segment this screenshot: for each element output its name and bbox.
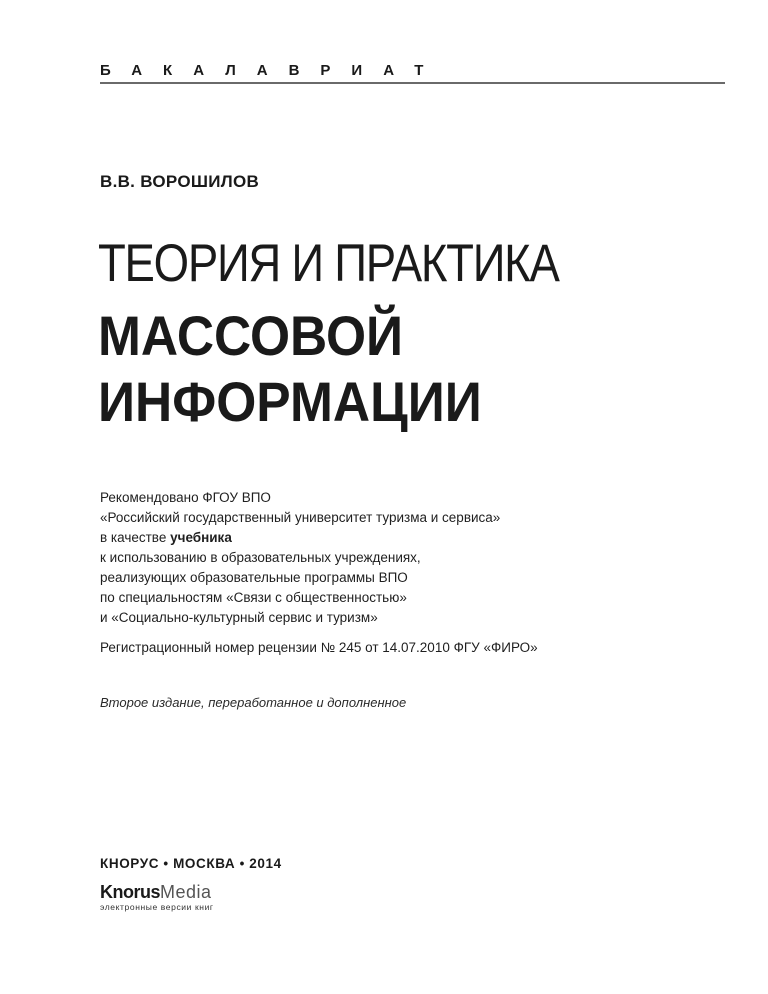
edition-note: Второе издание, переработанное и дополненное [100, 695, 407, 710]
title-line-1: ТЕОРИЯ И ПРАКТИКА [98, 234, 559, 293]
logo-brand: Knorus [100, 882, 160, 902]
recommendation-block [100, 488, 500, 628]
recommendation-emphasis: учебника [170, 530, 232, 545]
title-line-3: ИНФОРМАЦИИ [98, 370, 482, 433]
publisher-line: КНОРУС • МОСКВА • 2014 [100, 856, 282, 871]
recommendation-line: и «Социально-культурный сервис и туризм» [100, 610, 378, 625]
recommendation-line: к использованию в образовательных учреждениях, [100, 550, 421, 565]
recommendation-prefix: в качестве [100, 530, 171, 545]
logo-wordmark [100, 882, 214, 902]
registration-number: Регистрационный номер рецензии № 245 от 14.07.2010 ФГУ «ФИРО» [100, 640, 538, 655]
title-line-2: МАССОВОЙ [98, 304, 404, 367]
publisher-logo [100, 882, 214, 912]
author-name: В.В. ВОРОШИЛОВ [100, 172, 260, 191]
series-label: БАКАЛАВРИАТ [100, 62, 445, 79]
header-rule [100, 82, 725, 84]
recommendation-line [100, 528, 500, 548]
logo-media: Media [160, 882, 212, 902]
logo-tagline: электронные версии книг [100, 902, 214, 912]
recommendation-line: «Российский государственный университет туризма и сервиса» [100, 510, 501, 525]
recommendation-line: реализующих образовательные программы ВПО [100, 570, 408, 585]
recommendation-line: Рекомендовано ФГОУ ВПО [100, 490, 271, 505]
recommendation-line: по специальностям «Связи с общественностью» [100, 590, 407, 605]
